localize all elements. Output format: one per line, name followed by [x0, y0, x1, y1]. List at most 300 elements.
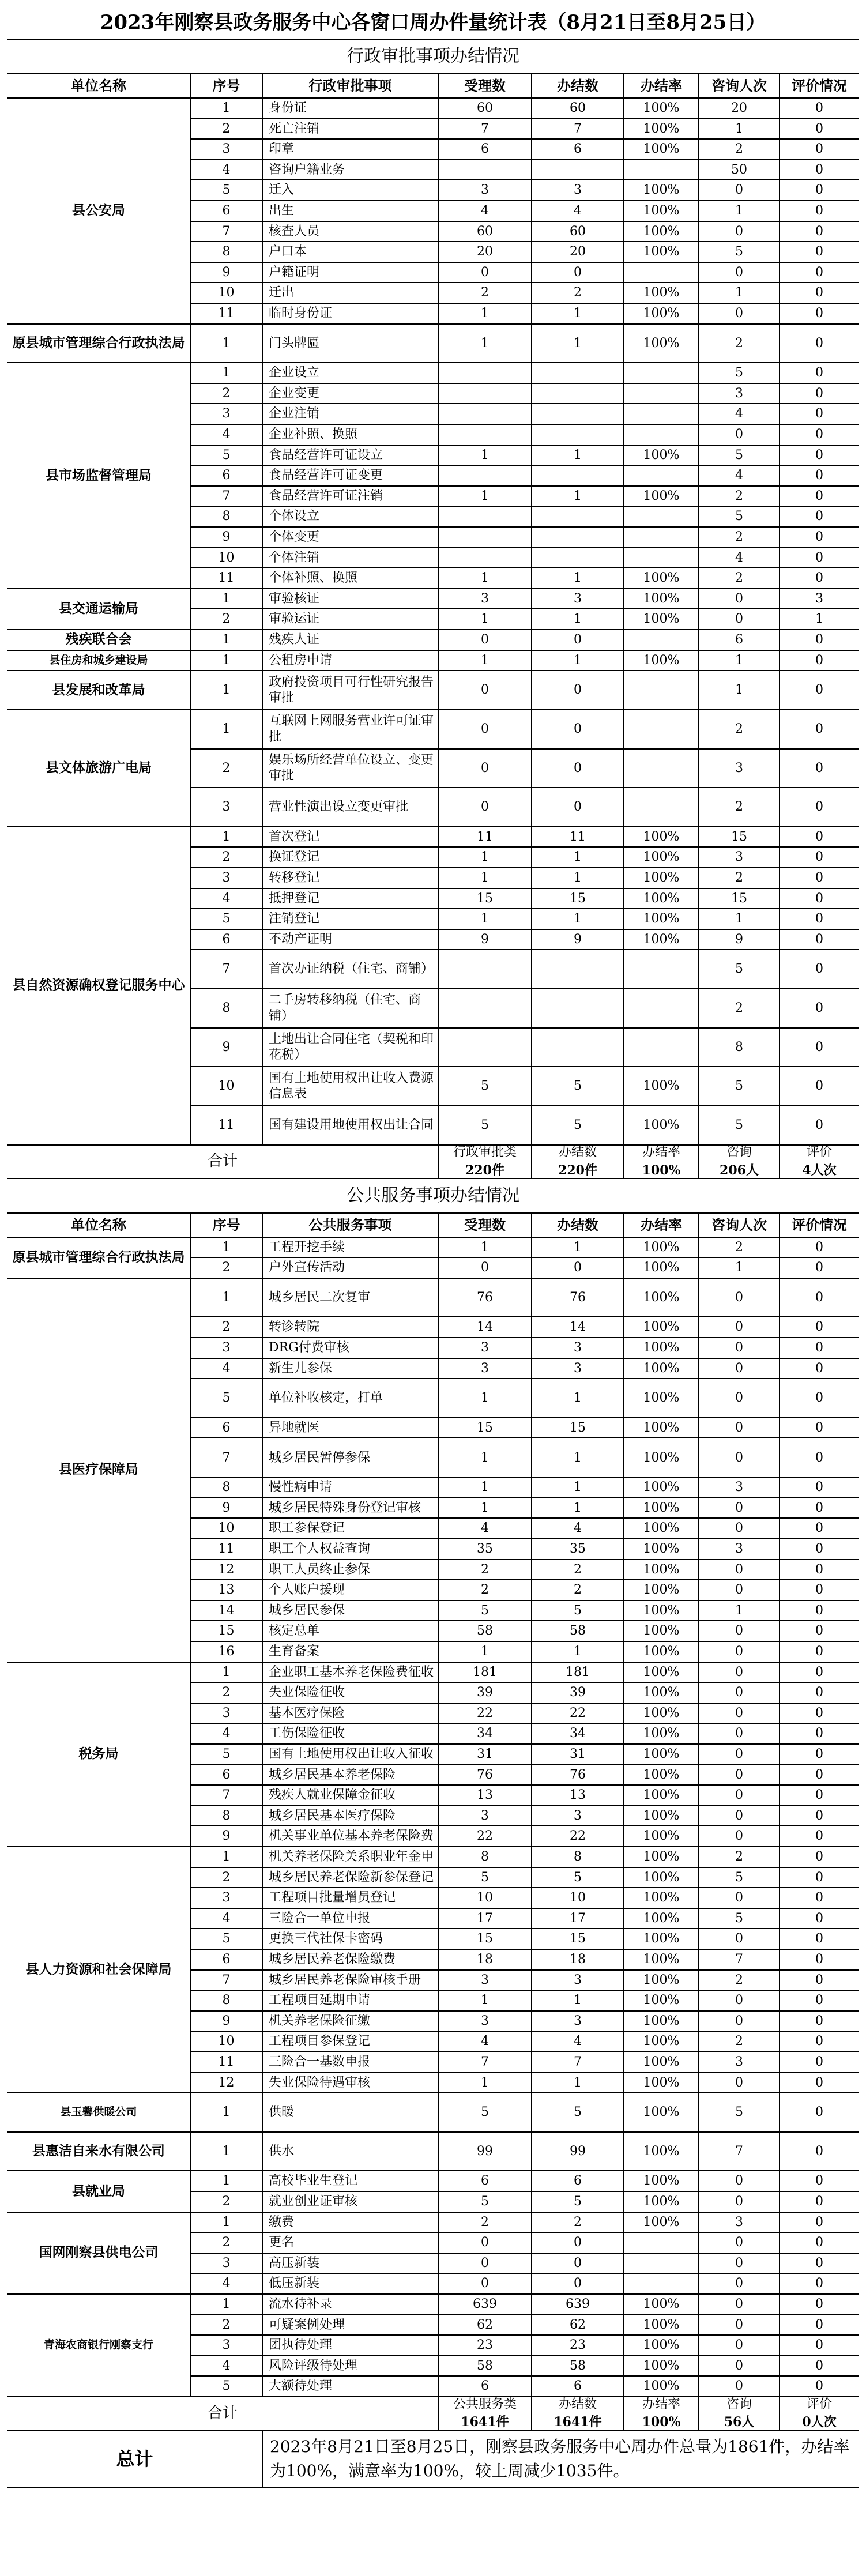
row-item: 食品经营许可证变更	[262, 465, 438, 486]
row-value: 3	[438, 2011, 532, 2032]
row-value: 0	[699, 2273, 780, 2294]
row-item: 工程开挖手续	[262, 1237, 438, 1258]
row-seq: 1	[190, 1278, 262, 1317]
row-item: 生育备案	[262, 1641, 438, 1662]
row-value: 2	[699, 527, 780, 548]
row-seq: 2	[190, 1257, 262, 1278]
row-value: 5	[699, 1908, 780, 1929]
row-value: 0	[699, 1703, 780, 1724]
row-value: 0	[780, 383, 859, 404]
row-seq: 3	[190, 404, 262, 424]
row-value: 15	[699, 888, 780, 909]
row-seq: 11	[190, 568, 262, 589]
row-value: 100%	[624, 1970, 699, 1991]
row-seq: 1	[190, 589, 262, 609]
row-value: 0	[532, 749, 624, 788]
total-cell	[624, 2397, 699, 2430]
total-cell	[699, 1145, 780, 1178]
row-value: 0	[780, 1867, 859, 1888]
row-value: 100%	[624, 1438, 699, 1477]
row-seq: 4	[190, 2356, 262, 2377]
row-value: 1	[438, 1990, 532, 2011]
row-seq: 5	[190, 180, 262, 201]
row-value: 0	[780, 119, 859, 140]
row-value: 2	[532, 283, 624, 303]
row-value: 100%	[624, 2376, 699, 2397]
row-value: 100%	[624, 1358, 699, 1379]
row-value: 3	[438, 1358, 532, 1379]
row-value: 1	[438, 324, 532, 363]
row-item: 核定总单	[262, 1621, 438, 1641]
row-item: 土地出让合同住宅（契税和印花税）	[262, 1028, 438, 1067]
row-value: 6	[532, 2171, 624, 2191]
row-value: 100%	[624, 888, 699, 909]
row-item: 更名	[262, 2232, 438, 2253]
row-value: 100%	[624, 1641, 699, 1662]
row-value: 1	[699, 1600, 780, 1621]
row-value: 0	[780, 1826, 859, 1847]
row-value: 0	[699, 1806, 780, 1826]
row-value: 0	[780, 506, 859, 527]
row-value: 1	[532, 909, 624, 929]
row-value: 34	[438, 1723, 532, 1744]
row-value: 0	[780, 324, 859, 363]
unit-name: 国网刚察县供电公司	[7, 2212, 190, 2294]
row-value: 100%	[624, 1317, 699, 1338]
row-seq: 8	[190, 1806, 262, 1826]
row-value: 3	[532, 1806, 624, 1826]
row-value: 5	[438, 1067, 532, 1106]
row-value	[532, 160, 624, 180]
row-value: 10	[438, 1888, 532, 1908]
row-value: 0	[780, 424, 859, 445]
row-item: 机关养老保险关系职业年金申	[262, 1847, 438, 1867]
row-item: 不动产证明	[262, 929, 438, 950]
row-value: 1	[438, 1498, 532, 1519]
row-value: 1	[532, 609, 624, 630]
row-seq: 7	[190, 1970, 262, 1991]
row-value: 1	[438, 303, 532, 324]
row-item: 缴费	[262, 2212, 438, 2233]
row-value: 0	[438, 2253, 532, 2274]
row-value	[532, 989, 624, 1028]
row-value: 0	[780, 749, 859, 788]
row-value: 0	[699, 1826, 780, 1847]
row-value: 0	[780, 1358, 859, 1379]
row-item: 二手房转移纳税（住宅、商铺）	[262, 989, 438, 1028]
row-value: 9	[438, 929, 532, 950]
row-value: 100%	[624, 2073, 699, 2093]
row-value: 100%	[624, 2191, 699, 2212]
unit-name: 县人力资源和社会保障局	[7, 1847, 190, 2093]
row-value: 31	[438, 1744, 532, 1765]
row-value: 0	[780, 2315, 859, 2336]
row-seq: 9	[190, 1826, 262, 1847]
row-value: 2	[699, 1970, 780, 1991]
row-value: 0	[780, 1785, 859, 1806]
row-value: 100%	[624, 303, 699, 324]
row-value	[438, 424, 532, 445]
row-value	[624, 2253, 699, 2274]
row-value: 0	[699, 1990, 780, 2011]
row-item: 政府投资项目可行性研究报告审批	[262, 671, 438, 710]
row-value: 8	[532, 1847, 624, 1867]
row-item: 三险合一单位申报	[262, 1908, 438, 1929]
row-value: 100%	[624, 2294, 699, 2315]
row-item: 残疾人证	[262, 630, 438, 650]
row-seq: 4	[190, 1358, 262, 1379]
row-item: 迁出	[262, 283, 438, 303]
row-value: 0	[780, 2132, 859, 2171]
column-header-item: 公共服务事项	[262, 1213, 438, 1237]
row-item: 职工个人权益查询	[262, 1539, 438, 1560]
row-value: 100%	[624, 445, 699, 466]
row-value: 100%	[624, 1600, 699, 1621]
row-value: 0	[780, 486, 859, 507]
row-value: 100%	[624, 1662, 699, 1683]
row-seq: 1	[190, 1662, 262, 1683]
row-value: 0	[699, 2335, 780, 2356]
row-value: 0	[780, 2052, 859, 2073]
row-seq: 6	[190, 1765, 262, 1786]
row-value: 0	[780, 710, 859, 749]
row-item: 工伤保险征收	[262, 1723, 438, 1744]
total-cell-value: 220件	[465, 1162, 504, 1178]
row-item: 企业职工基本养老保险费征收	[262, 1662, 438, 1683]
row-value: 1	[699, 1257, 780, 1278]
row-value: 0	[699, 1723, 780, 1744]
total-cell-label: 咨询	[726, 2397, 752, 2412]
row-item: 身份证	[262, 98, 438, 119]
row-value: 1	[699, 201, 780, 221]
total-cell	[780, 1145, 859, 1178]
row-value: 2	[532, 1560, 624, 1580]
row-value: 0	[780, 1477, 859, 1498]
total-cell	[624, 1145, 699, 1178]
row-item: 临时身份证	[262, 303, 438, 324]
row-value: 0	[699, 2376, 780, 2397]
row-item: 机关事业单位基本养老保险费	[262, 1826, 438, 1847]
row-value: 2	[699, 989, 780, 1028]
row-value: 0	[699, 589, 780, 609]
row-seq: 3	[190, 1888, 262, 1908]
row-value: 0	[780, 1929, 859, 1949]
row-value: 2	[438, 2212, 532, 2233]
total-cell-value: 206人	[720, 1162, 759, 1178]
row-value: 15	[532, 888, 624, 909]
row-value: 1	[532, 847, 624, 868]
row-value: 1	[532, 868, 624, 888]
row-seq: 10	[190, 283, 262, 303]
row-seq: 6	[190, 465, 262, 486]
row-value: 0	[438, 1257, 532, 1278]
row-value: 0	[780, 1028, 859, 1067]
row-value: 0	[780, 1257, 859, 1278]
row-value	[624, 950, 699, 989]
row-value: 0	[532, 2273, 624, 2294]
row-value: 5	[532, 1600, 624, 1621]
row-value: 58	[438, 1621, 532, 1641]
row-item: 机关养老保险征缴	[262, 2011, 438, 2032]
row-value: 0	[780, 1498, 859, 1519]
row-value: 0	[780, 2294, 859, 2315]
row-value: 0	[780, 363, 859, 383]
row-value: 1	[438, 445, 532, 466]
row-value: 9	[532, 929, 624, 950]
row-value: 0	[780, 950, 859, 989]
total-cell	[699, 2397, 780, 2430]
row-value: 5	[699, 1867, 780, 1888]
row-seq: 10	[190, 1518, 262, 1539]
row-item: 城乡居民基本养老保险	[262, 1765, 438, 1786]
row-value: 3	[438, 589, 532, 609]
row-value: 0	[780, 1847, 859, 1867]
row-value: 3	[532, 2011, 624, 2032]
column-header-unit: 单位名称	[7, 1213, 190, 1237]
row-value: 1	[438, 609, 532, 630]
row-item: 高校毕业生登记	[262, 2171, 438, 2191]
row-value	[624, 2273, 699, 2294]
row-value: 0	[780, 201, 859, 221]
row-seq: 1	[190, 2294, 262, 2315]
row-seq: 10	[190, 1067, 262, 1106]
total-cell-value: 100%	[642, 1162, 681, 1178]
total-cell-label: 办结数	[558, 2397, 597, 2412]
row-value: 0	[780, 1379, 859, 1418]
row-item: 城乡居民参保	[262, 1600, 438, 1621]
row-item: DRG付费审核	[262, 1338, 438, 1358]
row-item: 迁入	[262, 180, 438, 201]
row-seq: 2	[190, 847, 262, 868]
row-value: 11	[438, 827, 532, 848]
row-item: 咨询户籍业务	[262, 160, 438, 180]
row-value: 0	[780, 2031, 859, 2052]
total-cell-value: 220件	[558, 1162, 597, 1178]
total-cell-label: 公共服务类	[453, 2397, 517, 2412]
row-value: 60	[532, 98, 624, 119]
section-title: 行政审批事项办结情况	[7, 39, 859, 74]
row-seq: 13	[190, 1580, 262, 1600]
row-value: 0	[699, 1498, 780, 1519]
row-value: 7	[699, 2132, 780, 2171]
row-value: 34	[532, 1723, 624, 1744]
row-seq: 1	[190, 2171, 262, 2191]
row-item: 供水	[262, 2132, 438, 2171]
row-value	[624, 262, 699, 283]
row-value: 0	[699, 2253, 780, 2274]
row-value: 100%	[624, 1806, 699, 1826]
row-value: 17	[532, 1908, 624, 1929]
row-item: 慢性病申请	[262, 1477, 438, 1498]
row-value: 100%	[624, 283, 699, 303]
row-item: 失业保险待遇审核	[262, 2073, 438, 2093]
row-value: 1	[699, 119, 780, 140]
row-value: 5	[699, 242, 780, 262]
row-value: 0	[780, 671, 859, 710]
row-value: 100%	[624, 827, 699, 848]
row-value: 100%	[624, 1106, 699, 1145]
total-cell	[780, 2397, 859, 2430]
column-header-pct: 办结率	[624, 74, 699, 98]
row-seq: 11	[190, 1539, 262, 1560]
row-value: 0	[780, 1438, 859, 1477]
row-value: 0	[780, 303, 859, 324]
row-value: 1	[438, 568, 532, 589]
page-title: 2023年刚察县政务服务中心各窗口周办件量统计表（8月21日至8月25日）	[7, 6, 859, 39]
unit-name: 县就业局	[7, 2171, 190, 2212]
row-item: 基本医疗保险	[262, 1703, 438, 1724]
row-value: 0	[780, 1949, 859, 1970]
row-value: 39	[438, 1682, 532, 1703]
row-item: 户口本	[262, 242, 438, 262]
row-value: 1	[438, 1438, 532, 1477]
row-value: 5	[699, 1106, 780, 1145]
row-value: 0	[699, 2073, 780, 2093]
row-value: 14	[532, 1317, 624, 1338]
row-value	[624, 527, 699, 548]
row-value: 0	[780, 1580, 859, 1600]
row-value: 1	[532, 2073, 624, 2093]
row-value: 0	[780, 1317, 859, 1338]
row-value: 2	[532, 2212, 624, 2233]
total-cell-label: 办结率	[642, 1145, 680, 1160]
row-item: 城乡居民养老保险审核手册	[262, 1970, 438, 1991]
row-value: 100%	[624, 1237, 699, 1258]
total-cell-label: 评价	[806, 1145, 832, 1160]
row-seq: 5	[190, 1744, 262, 1765]
row-value: 1	[438, 486, 532, 507]
row-value: 1	[699, 909, 780, 929]
row-value: 1	[532, 445, 624, 466]
row-value: 0	[780, 2073, 859, 2093]
row-value: 100%	[624, 98, 699, 119]
row-value: 0	[780, 1703, 859, 1724]
row-value: 20	[699, 98, 780, 119]
row-value: 20	[438, 242, 532, 262]
row-item: 团执待处理	[262, 2335, 438, 2356]
row-value: 11	[532, 827, 624, 848]
row-value: 100%	[624, 909, 699, 929]
row-value: 100%	[624, 929, 699, 950]
row-value: 35	[438, 1539, 532, 1560]
row-value	[624, 671, 699, 710]
row-value: 1	[438, 650, 532, 671]
row-item: 国有建设用地使用权出让合同	[262, 1106, 438, 1145]
row-value: 6	[699, 630, 780, 650]
row-item: 首次办证纳税（住宅、商铺）	[262, 950, 438, 989]
row-value: 0	[780, 1641, 859, 1662]
row-seq: 1	[190, 710, 262, 749]
column-header-completed: 办结数	[532, 74, 624, 98]
row-value: 0	[699, 1765, 780, 1786]
row-value: 100%	[624, 2212, 699, 2233]
row-seq: 8	[190, 1990, 262, 2011]
row-value: 100%	[624, 180, 699, 201]
row-value: 0	[699, 1278, 780, 1317]
row-value: 5	[699, 1067, 780, 1106]
row-value: 10	[532, 1888, 624, 1908]
row-value: 62	[438, 2315, 532, 2336]
row-value: 2	[699, 568, 780, 589]
row-value: 15	[438, 1929, 532, 1949]
row-value: 100%	[624, 1949, 699, 1970]
row-value: 15	[532, 1929, 624, 1949]
row-item: 公租房申请	[262, 650, 438, 671]
row-value: 1	[532, 1641, 624, 1662]
row-value: 5	[532, 1106, 624, 1145]
row-seq: 1	[190, 1237, 262, 1258]
row-value: 22	[438, 1826, 532, 1847]
row-value: 100%	[624, 1888, 699, 1908]
row-value: 0	[699, 2356, 780, 2377]
row-value: 3	[699, 2052, 780, 2073]
row-value: 0	[699, 1317, 780, 1338]
row-seq: 1	[190, 2132, 262, 2171]
row-value: 3	[532, 1358, 624, 1379]
row-item: 工程项目批量增员登记	[262, 1888, 438, 1908]
row-item: 失业保险征收	[262, 1682, 438, 1703]
row-value: 4	[532, 201, 624, 221]
row-value: 4	[699, 465, 780, 486]
row-value: 0	[780, 548, 859, 568]
row-value	[624, 989, 699, 1028]
row-value: 0	[699, 1929, 780, 1949]
row-seq: 7	[190, 486, 262, 507]
row-value	[624, 2232, 699, 2253]
row-item: 个人账户援现	[262, 1580, 438, 1600]
row-value: 1	[438, 1477, 532, 1498]
row-value: 0	[699, 1338, 780, 1358]
row-item: 城乡居民二次复审	[262, 1278, 438, 1317]
row-item: 城乡居民特殊身份登记审核	[262, 1498, 438, 1519]
row-value: 0	[699, 2315, 780, 2336]
row-value: 0	[532, 788, 624, 827]
row-value	[624, 383, 699, 404]
row-value: 100%	[624, 1518, 699, 1539]
row-value: 0	[699, 2294, 780, 2315]
row-value	[624, 788, 699, 827]
total-cell-label: 办结率	[642, 2397, 680, 2412]
row-value: 0	[780, 1970, 859, 1991]
row-value: 15	[699, 827, 780, 848]
row-value: 639	[438, 2294, 532, 2315]
row-seq: 1	[190, 671, 262, 710]
row-value	[438, 527, 532, 548]
row-seq: 3	[190, 2335, 262, 2356]
row-value: 0	[780, 630, 859, 650]
section-title: 公共服务事项办结情况	[7, 1178, 859, 1213]
row-value: 60	[438, 221, 532, 242]
row-value: 2	[438, 1580, 532, 1600]
row-value: 0	[780, 2171, 859, 2191]
total-cell-label: 咨询	[726, 1145, 752, 1160]
unit-name: 县公安局	[7, 98, 190, 324]
unit-name: 税务局	[7, 1662, 190, 1847]
row-value	[438, 1028, 532, 1067]
row-value: 0	[699, 221, 780, 242]
row-value: 0	[780, 888, 859, 909]
row-item: 职工参保登记	[262, 1518, 438, 1539]
row-value: 0	[780, 1237, 859, 1258]
row-value: 100%	[624, 2132, 699, 2171]
row-value: 18	[532, 1949, 624, 1970]
row-value: 0	[780, 1106, 859, 1145]
row-value: 0	[699, 2011, 780, 2032]
row-value: 22	[532, 1703, 624, 1724]
row-value: 100%	[624, 1929, 699, 1949]
row-seq: 8	[190, 1477, 262, 1498]
row-value: 4	[699, 404, 780, 424]
